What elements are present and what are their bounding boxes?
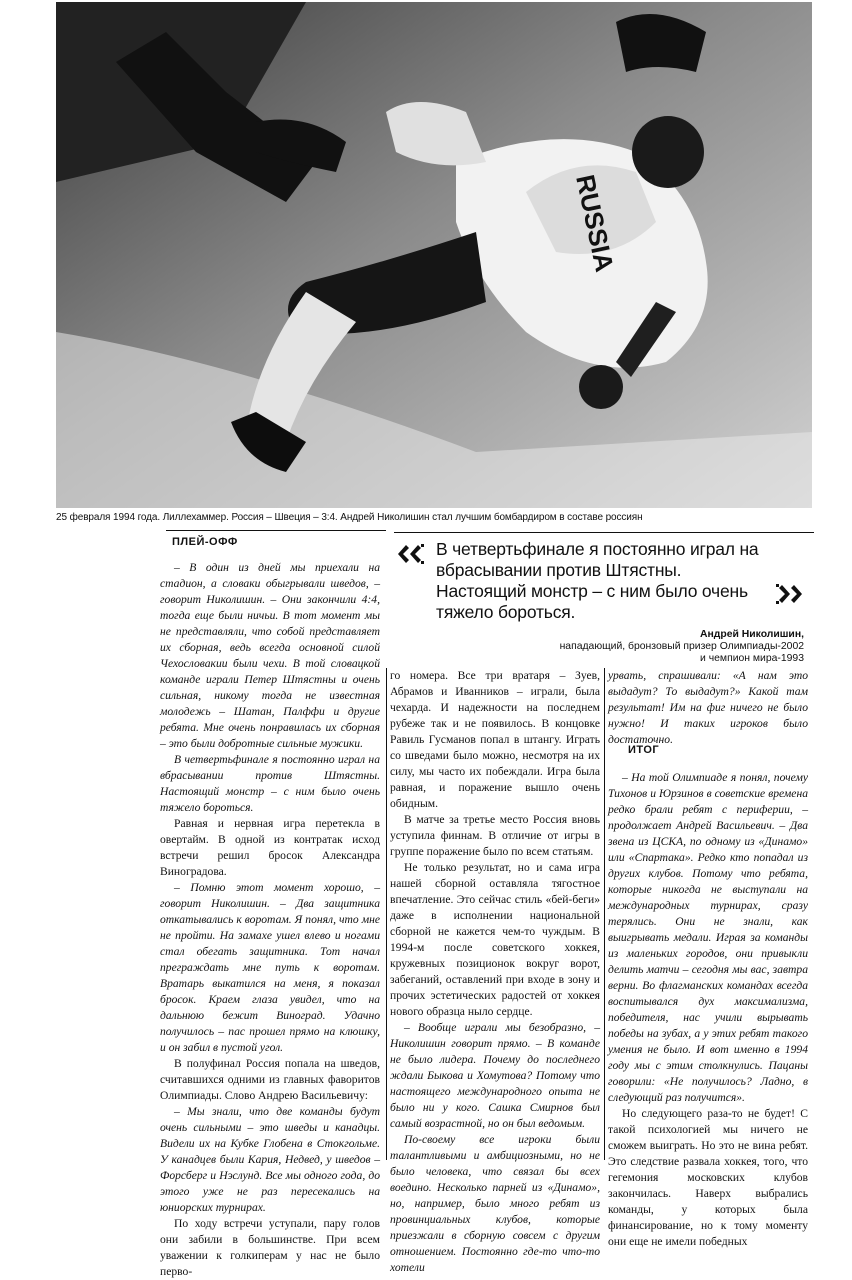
paragraph: – На той Олимпиаде я понял, почему Тихонов и Юрзинов в советские времена редко брали ребят с периферии, – продолжает Андрей Васильевич. – Два звена из ЦСКА, по одному из «Динамо» или «Спартака». Редко кто попадал из других клубов. Потому что ребята, которые никогда не выступали на международных турнирах, сразу терялись. Они не знали, как выигрывать медали. Играя за команды из маленьких городов, они привыкли делить матчи – сегодня мы вас, завтра верни. Во флагманских командах всегда воспитывался дух максимализма, победителя, нас учили вырывать победы на зубах, а у этих ребят такого умения не было. И вот именно в 1994 году мы с этим столкнулись. Пацаны говорили: «Не получилось? Ладно, в следующий раз получится». <box>608 771 808 1104</box>
article-column-3-top <box>608 668 808 748</box>
hockey-player-photo <box>56 2 812 508</box>
quote-attribution <box>504 629 804 665</box>
paragraph: – Помню этот момент хорошо, – говорит Николишин. – Два защитника откатывались к воротам. Я понял, что мне не пройти. На замахе ушел влево и ногами стал обегать защитника. Тот начал преграждать мне путь к воротам. Вратарь выкатился на меня, я показал бросок. Краем глаза увидел, что на дальнюю бежит Виноград. Удачно получилось – пас прошел прямо на клюшку, и он забил в пустой угол. <box>160 881 380 1054</box>
paragraph: го номера. Все три вратаря – Зуев, Абрамов и Иванников – играли, была чехарда. И надежности на последнем рубеже так и не появилось. В концовке Равиль Гусманов попал в штангу. Играть со шведами было можно, несмотря на их силу, мы часто их побеждали. Игра была равная, и поражение вышло очень обидным. <box>390 669 600 810</box>
paragraph: Не только результат, но и сама игра нашей сборной оставляла тягостное впечатление. Это сейчас стиль «бей-беги» даже в исполнении национальной сборной не кажется чем-то чуждым. В 1994-м после советского хоккея, кружевных позиционок вокруг ворот, забеганий, оставлений при входе в зону и прочих эстетических радостей от хоккея нового образца ныло сердце. <box>390 861 600 1018</box>
photo-illustration <box>56 2 812 508</box>
jersey-text: RUSSIA <box>570 172 620 275</box>
quote-role-2: и чемпион мира-1993 <box>700 653 804 664</box>
paragraph: В матче за третье место Россия вновь уступила финнам. В отличие от игры в группе поражение было по всем статьям. <box>390 813 600 858</box>
article-column-1 <box>160 560 380 1280</box>
quote-author: Андрей Николишин, <box>699 629 804 640</box>
paragraph: Равная и нервная игра перетекла в овертайм. В одной из контратак исход встречи решил бросок Александра Виноградова. <box>160 817 380 878</box>
paragraph: – В один из дней мы приехали на стадион, а словаки обыгрывали шведов, – говорит Николишин. – Они закончили 4:4, тогда еще были ничьи. В тот момент мы не представляли, что собой представляет их сборная, ведь всегда основной силой Чехословакии были чехи. В той словацкой команде играли Петер Штястны и очень сильная, никому тогда не известная молодежь – Шатан, Палффи и другие ребята. Мне очень понравилась их сборная – это были добротные сильные мужики. <box>160 561 380 750</box>
column-divider <box>386 668 387 1160</box>
pull-quote <box>394 532 814 664</box>
quote-open-icon <box>394 539 428 574</box>
quote-role-1: нападающий, бронзовый призер Олимпиады-2002 <box>559 641 804 652</box>
article-column-3 <box>608 770 808 1250</box>
paragraph: По ходу встречи уступали, пару голов они забили в большинстве. При всем уважении к голкиперам у нас не было перво- <box>160 1217 380 1278</box>
paragraph: В четвертьфинале я постоянно играл на вбрасывании против Штястны. Настоящий монстр – с ним было очень тяжело бороться. <box>160 753 380 814</box>
paragraph: Но следующего раза-то не будет! С такой психологией мы ничего не сможем выиграть. Но это не вина ребят. Это следствие развала хоккея, того, что гегемония московских клубов закончилась. Наверх выбрались команды, у которых была финансирование, но к тому моменту они еще не имели победных <box>608 1107 808 1248</box>
photo-caption: 25 февраля 1994 года. Лиллехаммер. Россия – Швеция – 3:4. Андрей Николишин стал лучшим бомбардиром в составе россиян <box>56 512 643 523</box>
quote-text: В четвертьфинале я постоянно играл на вбрасывании против Штястны. Настоящий монстр – с ним было очень тяжело бороться. <box>436 539 759 622</box>
paragraph: По-своему все игроки были талантливыми и амбициозными, но не было человека, что связал бы всех воедино. Несколько парней из «Динамо», но, например, было много ребят из провинциальных клубов, которые приезжали в сборную совсем с другим отношением. Постоянно где-то что-то хотели <box>390 1133 600 1274</box>
quote-close-icon <box>772 579 806 614</box>
paragraph: – Вообще играли мы безобразно, – Николишин говорит прямо. – В команде не было лидера. Почему до последнего ждали Быкова и Хомутова? Потому что настоящего международного опыта не было ни у кого. Сашка Смирнов был самый возрастной, но он был ведомым. <box>390 1021 600 1130</box>
paragraph: В полуфинал Россия попала на шведов, считавшихся одними из главных фаворитов Олимпиады. Слово Андрею Васильевичу: <box>160 1057 380 1102</box>
article-column-2 <box>390 668 600 1276</box>
section-rubric: ПЛЕЙ-ОФФ <box>172 536 238 548</box>
paragraph: – Мы знали, что две команды будут очень сильными – это шведы и канадцы. Видели их на Кубке Глобена в Стокгольме. У канадцев были Кария, Недвед, у шведов – Форсберг и Нэслунд. Все мы одного года, до этого уже не раз пересекались на юниорских турнирах. <box>160 1105 380 1214</box>
column-divider <box>604 668 605 1160</box>
paragraph: урвать, спрашивали: «А нам это выдадут? То выдадут?» Какой там результат! Им на фиг ничего не было нужно! И таких игроков было достаточно. <box>608 669 808 746</box>
section-rubric-itog: ИТОГ <box>628 744 660 756</box>
column-rule <box>166 530 386 531</box>
